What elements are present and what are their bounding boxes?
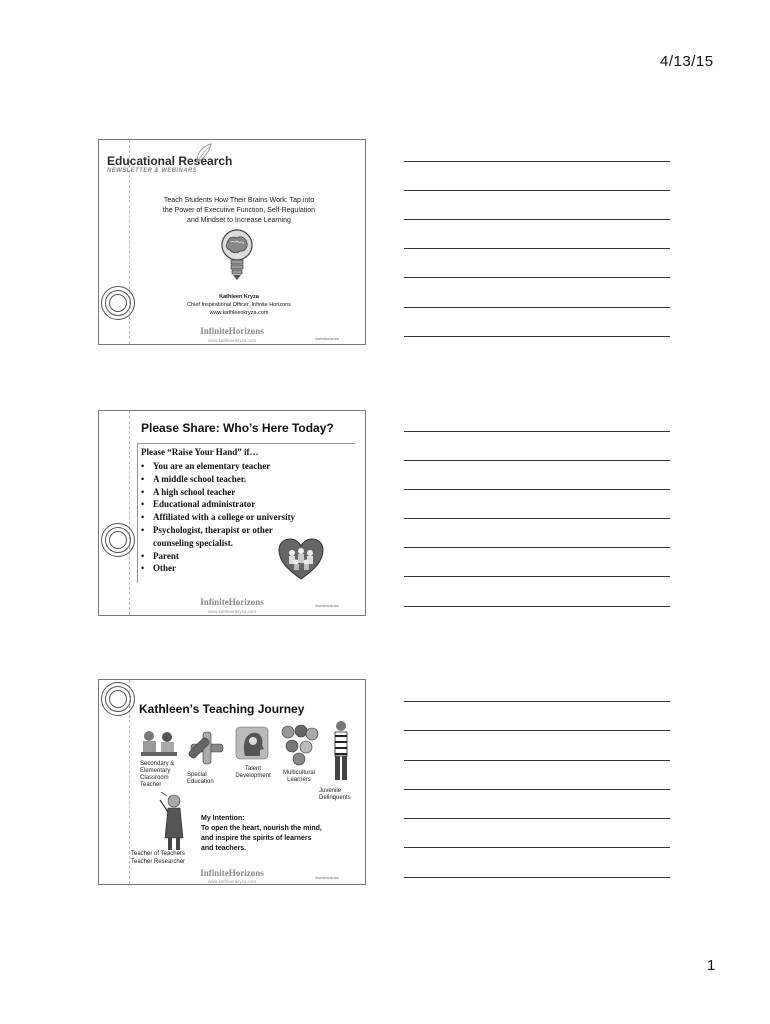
note-line [404,789,670,790]
list-item-text: Educational administrator [153,499,256,510]
slide-1 [98,139,366,345]
list-item: • You are an elementary teacher [141,461,271,471]
brand-subtitle: NEWSLETTER & WEBINARS [107,168,198,174]
intention-line: and teachers. [201,845,247,852]
footer-small-text: ewmhorizons [315,603,339,608]
circle-ornament-icon [101,523,135,557]
teacher-figure-icon [159,792,189,852]
note-line [404,336,670,337]
note-line [404,518,670,519]
list-item-text: Psychologist, therapist or other counseling specialist. [153,524,273,548]
slide-1-title [139,196,339,226]
list-item: • Affiliated with a college or university [141,512,296,523]
footer-small-text: ewmhorizons [315,336,339,341]
intention-line: and inspire the spirits of learners [201,835,312,842]
list-item: • Other [141,563,176,574]
footer-logo: InfiniteHorizons [200,597,264,607]
joined-hands-icon [187,728,227,768]
caption-talent: Talent Development [235,766,271,779]
note-line [404,248,670,249]
intention-line: To open the heart, nourish the mind, [201,825,322,832]
title-line: the Power of Executive Function, Self-Regulation [162,207,316,214]
list-item: • A high school teacher [141,486,236,497]
list-item: • A middle school teacher. [141,473,247,484]
footer-small-text: ewmhorizons [315,875,339,880]
caption-special: Special Education [187,772,214,785]
footer-url: www.kathleenkryza.com [207,338,257,343]
intention-block [201,814,322,854]
caption-multicultural: Multicultural Learners [282,770,315,783]
list-item: • Educational administrator [141,499,256,510]
note-line [404,606,670,607]
slide-3 [98,679,366,885]
note-line [404,431,670,432]
footer-logo: InfiniteHorizons [200,326,264,336]
list-item-text: You are an elementary teacher [153,461,271,471]
title-line: and Mindset to Increase Learning [187,217,291,224]
slide-2-intro: Please “Raise Your Hand” if… [141,447,259,457]
note-line [404,219,670,220]
note-line [404,760,670,761]
page-date: 4/13/15 [660,53,714,70]
list-item-text: Parent [153,550,179,561]
brand-title: Educational Research [107,154,233,168]
slide-2 [98,410,366,616]
note-line [404,576,670,577]
note-line [404,701,670,702]
footer-url: www.kathleenkryza.com [207,879,257,884]
footer-url: www.kathleenkryza.com [207,609,257,614]
author-block [139,293,339,317]
intention-label: My Intention: [201,815,245,822]
list-item-text: Other [153,563,176,574]
talent-head-icon [235,726,269,760]
note-line [404,190,670,191]
page-number: 1 [707,957,716,974]
note-line [404,307,670,308]
heart-people-icon [277,537,325,581]
caption-researcher: Teacher Researcher [131,859,186,865]
brain-lightbulb-icon [220,228,254,282]
note-line [404,460,670,461]
note-line [404,547,670,548]
list-item: • Psychologist, therapist or other counseling specialist. [141,524,273,548]
caption-teacher-of-teachers: Teacher of Teachers [131,851,185,857]
note-line [404,489,670,490]
leaf-icon [193,142,213,164]
author-url: www.kathleenkryza.com [209,310,269,316]
note-line [404,818,670,819]
prisoner-figure-icon [329,720,353,782]
list-item-text: A middle school teacher. [153,473,247,484]
list-item: • Parent [141,550,179,561]
caption-classroom: Secondary & Elementary Classroom Teacher [140,761,175,788]
multicultural-faces-icon [279,724,319,766]
note-line [404,277,670,278]
note-line [404,730,670,731]
note-line [404,877,670,878]
author-role: Chief Inspirational Officer, Infinite Horizons [187,302,291,308]
caption-juvenile: Juvenile Delinquents [319,788,351,801]
note-line [404,847,670,848]
list-item-text: A high school teacher [153,486,236,497]
note-line [404,161,670,162]
circle-ornament-icon [101,286,135,320]
circle-ornament-icon [101,682,135,716]
list-item-text: Affiliated with a college or university [153,512,296,523]
slide-2-title: Please Share: Who’s Here Today? [141,421,334,435]
slide-3-title: Kathleen’s Teaching Journey [139,702,305,716]
brand-logo [107,154,232,174]
author-name: Kathleen Kryza [219,294,259,300]
title-line: Teach Students How Their Brains Work: Tap into [163,197,315,204]
footer-logo: InfiniteHorizons [200,868,264,878]
classroom-teacher-icon [139,728,179,760]
slide-divider [129,411,130,615]
